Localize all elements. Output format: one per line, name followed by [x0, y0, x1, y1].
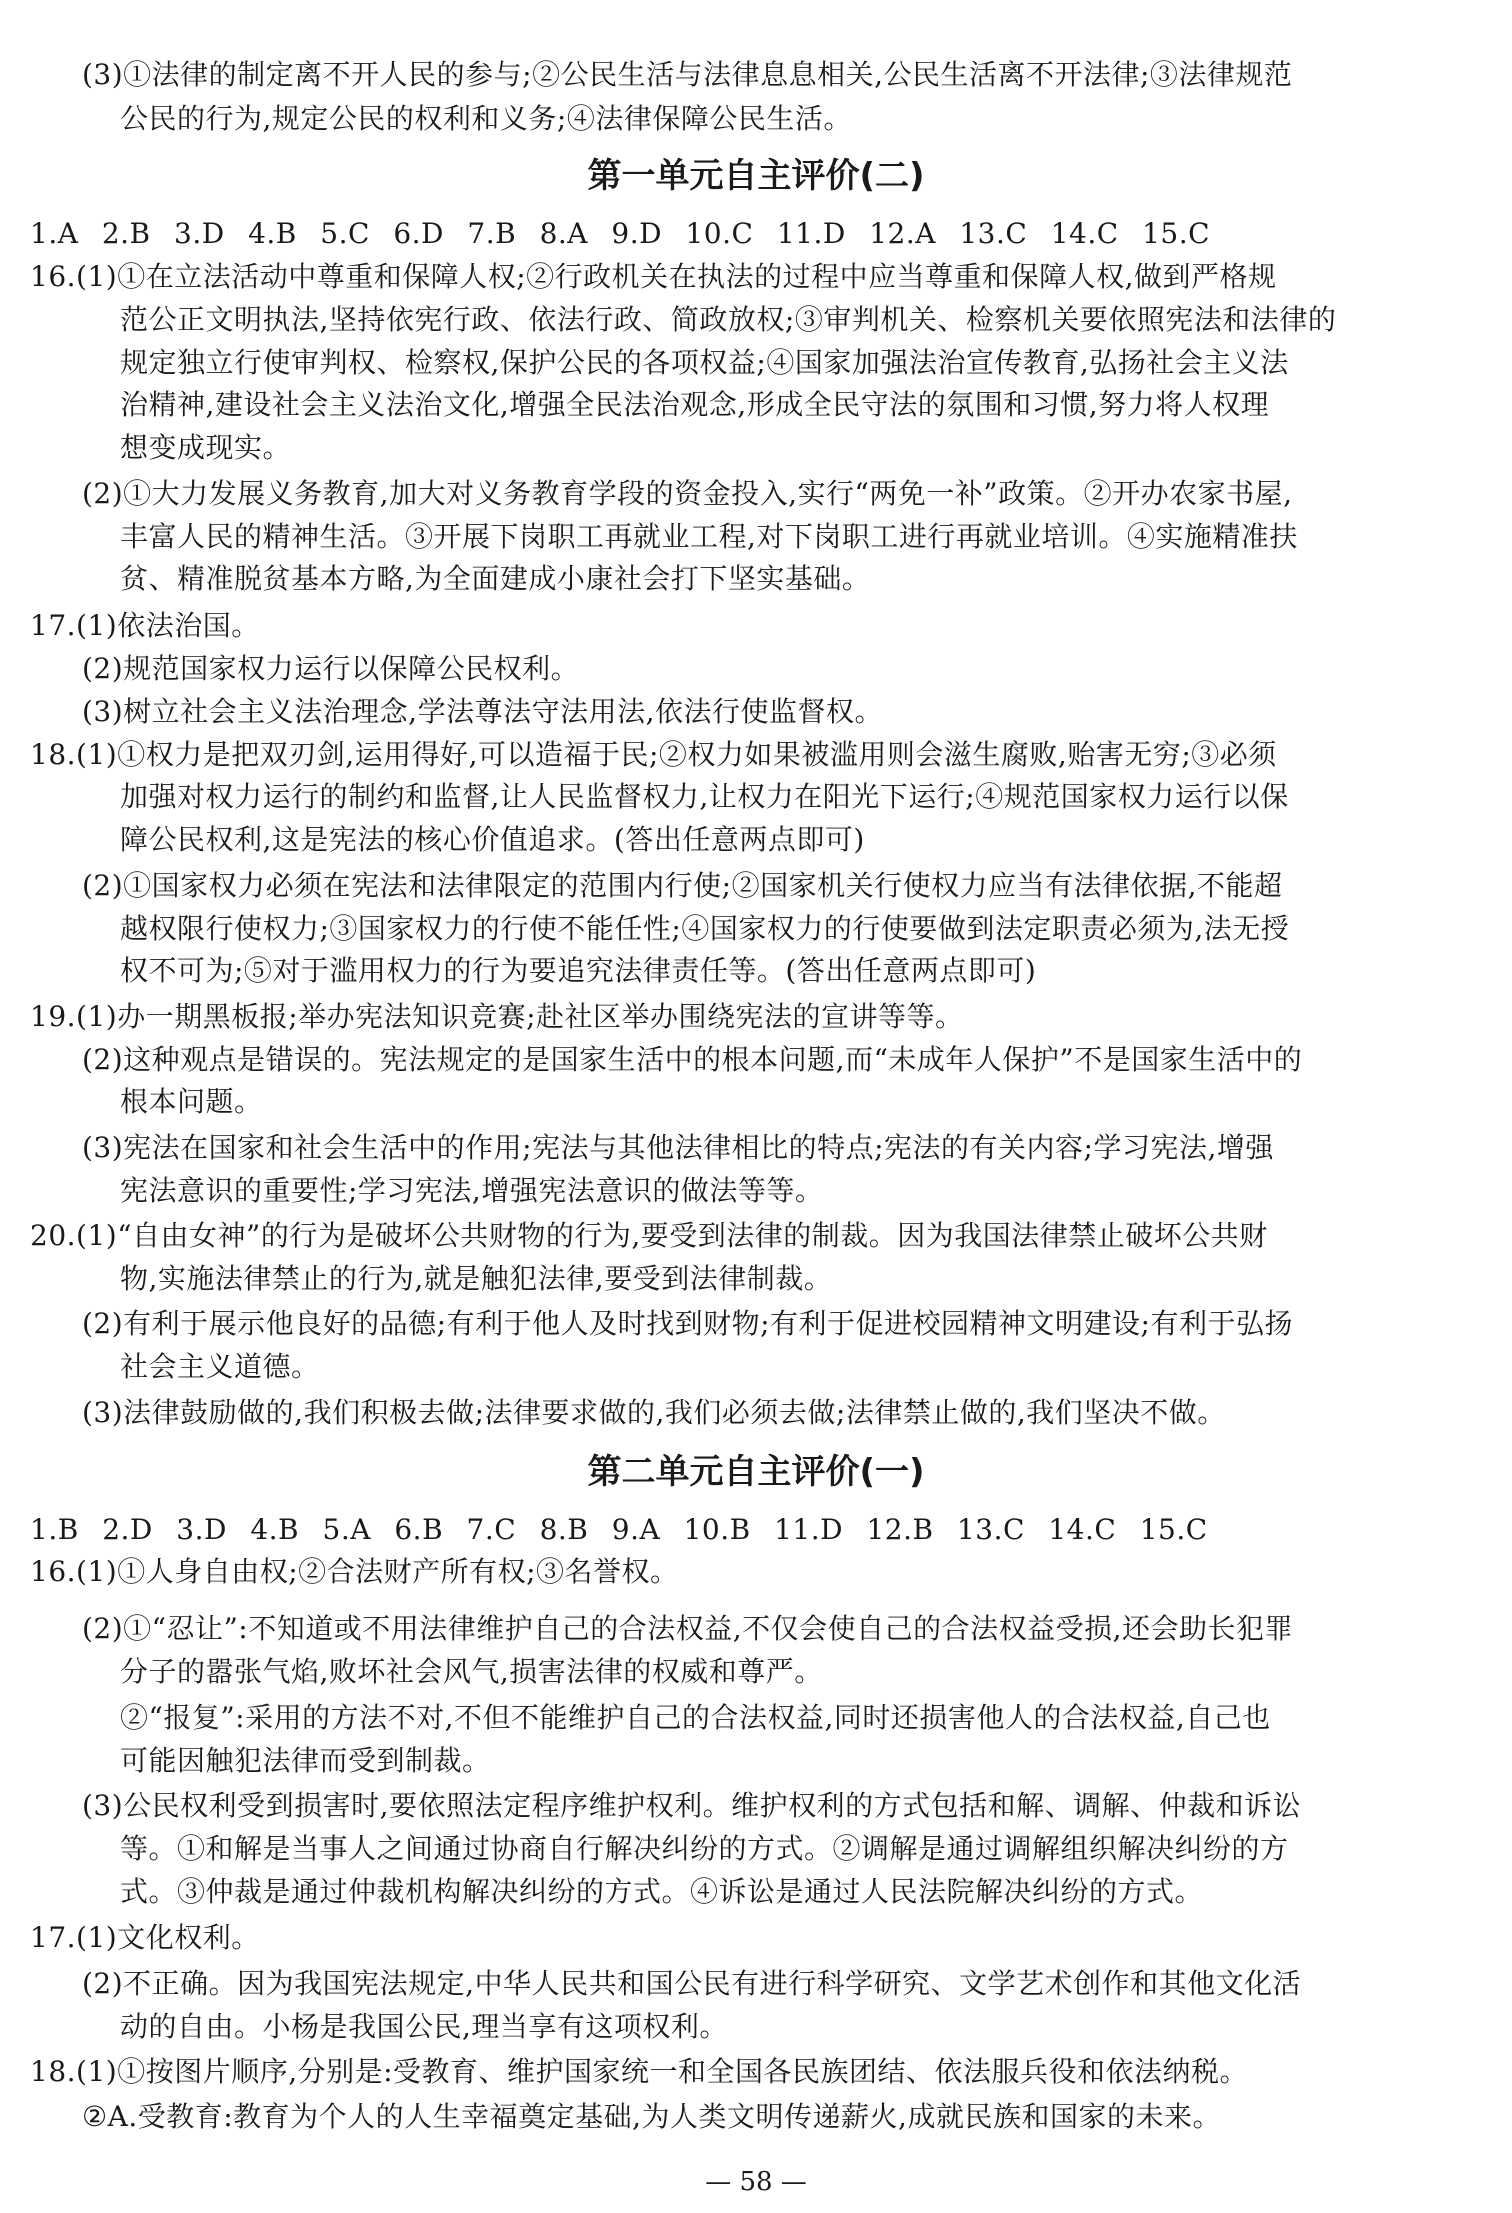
section-1-title: 第一单元自主评价(二): [587, 156, 925, 196]
section-1-line: 17.(1)依法治国。: [30, 609, 260, 642]
section-1-line: (2)①大力发展义务教育,加大对义务教育学段的资金投入,实行“两免一补”政策。②开办农家书屋,: [82, 477, 1293, 510]
section-2-line: 式。③仲裁是通过仲裁机构解决纠纷的方式。④诉讼是通过人民法院解决纠纷的方式。: [120, 1875, 1204, 1908]
section-1-line: 丰富人民的精神生活。③开展下岗职工再就业工程,对下岗职工进行再就业培训。④实施精准扶: [120, 520, 1298, 553]
section-2-choice-answers: 1.B 2.D 3.D 4.B 5.A 6.B 7.C 8.B 9.A 10.B 11.D 12.B 13.C 14.C 15.C: [30, 1513, 1208, 1546]
section-1-line: 18.(1)①权力是把双刃剑,运用得好,可以造福于民;②权力如果被滥用则会滋生腐败,贻害无穷;③必须: [30, 738, 1277, 771]
section-1-line: 根本问题。: [120, 1085, 263, 1118]
section-1-line: 20.(1)“自由女神”的行为是破坏公共财物的行为,要受到法律的制裁。因为我国法律禁止破坏公共财: [30, 1219, 1268, 1252]
section-1-line: 规定独立行使审判权、检察权,保护公民的各项权益;④国家加强法治宣传教育,弘扬社会主义法: [120, 346, 1289, 379]
section-1-line: 越权限行使权力;③国家权力的行使不能任性;④国家权力的行使要做到法定职责必须为,法无授: [120, 912, 1290, 945]
section-1-line: 16.(1)①在立法活动中尊重和保障人权;②行政机关在执法的过程中应当尊重和保障人权,做到严格规: [30, 260, 1277, 293]
section-2-line: 动的自由。小杨是我国公民,理当享有这项权利。: [120, 2010, 728, 2043]
section-1-line: 权不可为;⑤对于滥用权力的行为要追究法律责任等。(答出任意两点即可): [120, 954, 1037, 987]
section-2-line: (3)公民权利受到损害时,要依照法定程序维护权利。维护权利的方式包括和解、调解、仲裁和诉讼: [82, 1789, 1302, 1822]
section-1-line: (2)①国家权力必须在宪法和法律限定的范围内行使;②国家机关行使权力应当有法律依据,不能超: [82, 869, 1283, 902]
section-2-line: ②“报复”:采用的方法不对,不但不能维护自己的合法权益,同时还损害他人的合法权益,自己也: [120, 1701, 1271, 1734]
section-1-line: 范公正文明执法,坚持依宪行政、依法行政、简政放权;③审判机关、检察机关要依照宪法和法律的: [120, 303, 1337, 336]
section-1-line: 想变成现实。: [120, 431, 292, 464]
section-2-line: 16.(1)①人身自由权;②合法财产所有权;③名誉权。: [30, 1555, 679, 1588]
section-1-line: (2)这种观点是错误的。宪法规定的是国家生活中的根本问题,而“未成年人保护”不是国家生活中的: [82, 1043, 1303, 1076]
intro-line-1: (3)①法律的制定离不开人民的参与;②公民生活与法律息息相关,公民生活离不开法律;③法律规范: [82, 58, 1293, 91]
section-1-line: 加强对权力运行的制约和监督,让人民监督权力,让权力在阳光下运行;④规范国家权力运行以保: [120, 780, 1289, 813]
section-1-line: 贫、精准脱贫基本方略,为全面建成小康社会打下坚实基础。: [120, 562, 871, 595]
section-2-title: 第二单元自主评价(一): [587, 1452, 925, 1492]
section-1-line: (3)法律鼓励做的,我们积极去做;法律要求做的,我们必须去做;法律禁止做的,我们坚决不做。: [82, 1396, 1226, 1429]
section-2-line: (2)①“忍让”:不知道或不用法律维护自己的合法权益,不仅会使自己的合法权益受损,还会助长犯罪: [82, 1612, 1294, 1645]
section-1-line: 治精神,建设社会主义法治文化,增强全民法治观念,形成全民守法的氛围和习惯,努力将人权理: [120, 388, 1270, 421]
page-number: — 58 —: [705, 2167, 807, 2197]
section-1-line: 物,实施法律禁止的行为,就是触犯法律,要受到法律制裁。: [120, 1262, 833, 1295]
section-1-line: 19.(1)办一期黑板报;举办宪法知识竞赛;赴社区举办围绕宪法的宣讲等等。: [30, 1000, 964, 1033]
section-2-line: ②A.受教育:教育为个人的人生幸福奠定基础,为人类文明传递薪火,成就民族和国家的未来。: [82, 2100, 1221, 2133]
section-1-line: 障公民权利,这是宪法的核心价值追求。(答出任意两点即可): [120, 823, 865, 856]
section-2-line: (2)不正确。因为我国宪法规定,中华人民共和国公民有进行科学研究、文学艺术创作和其他文化活: [82, 1967, 1302, 2000]
section-1-line: (2)有利于展示他良好的品德;有利于他人及时找到财物;有利于促进校园精神文明建设;有利于弘扬: [82, 1307, 1293, 1340]
section-1-choice-answers: 1.A 2.B 3.D 4.B 5.C 6.D 7.B 8.A 9.D 10.C 11.D 12.A 13.C 14.C 15.C: [30, 217, 1211, 250]
section-2-line: 18.(1)①按图片顺序,分别是:受教育、维护国家统一和全国各民族团结、依法服兵役和依法纳税。: [30, 2055, 1249, 2088]
section-2-line: 等。①和解是当事人之间通过协商自行解决纠纷的方式。②调解是通过调解组织解决纠纷的方: [120, 1832, 1289, 1865]
section-1-line: (3)宪法在国家和社会生活中的作用;宪法与其他法律相比的特点;宪法的有关内容;学习宪法,增强: [82, 1131, 1274, 1164]
section-1-line: 宪法意识的重要性;学习宪法,增强宪法意识的做法等等。: [120, 1174, 824, 1207]
section-1-line: (2)规范国家权力运行以保障公民权利。: [82, 652, 580, 685]
section-2-line: 分子的嚣张气焰,败坏社会风气,损害法律的权威和尊严。: [120, 1655, 823, 1688]
section-2-line: 17.(1)文化权利。: [30, 1921, 260, 1954]
section-2-line: 可能因触犯法律而受到制裁。: [120, 1744, 491, 1777]
section-1-line: (3)树立社会主义法治理念,学法尊法守法用法,依法行使监督权。: [82, 695, 883, 728]
intro-line-2: 公民的行为,规定公民的权利和义务;④法律保障公民生活。: [120, 102, 852, 135]
section-1-line: 社会主义道德。: [120, 1350, 320, 1383]
